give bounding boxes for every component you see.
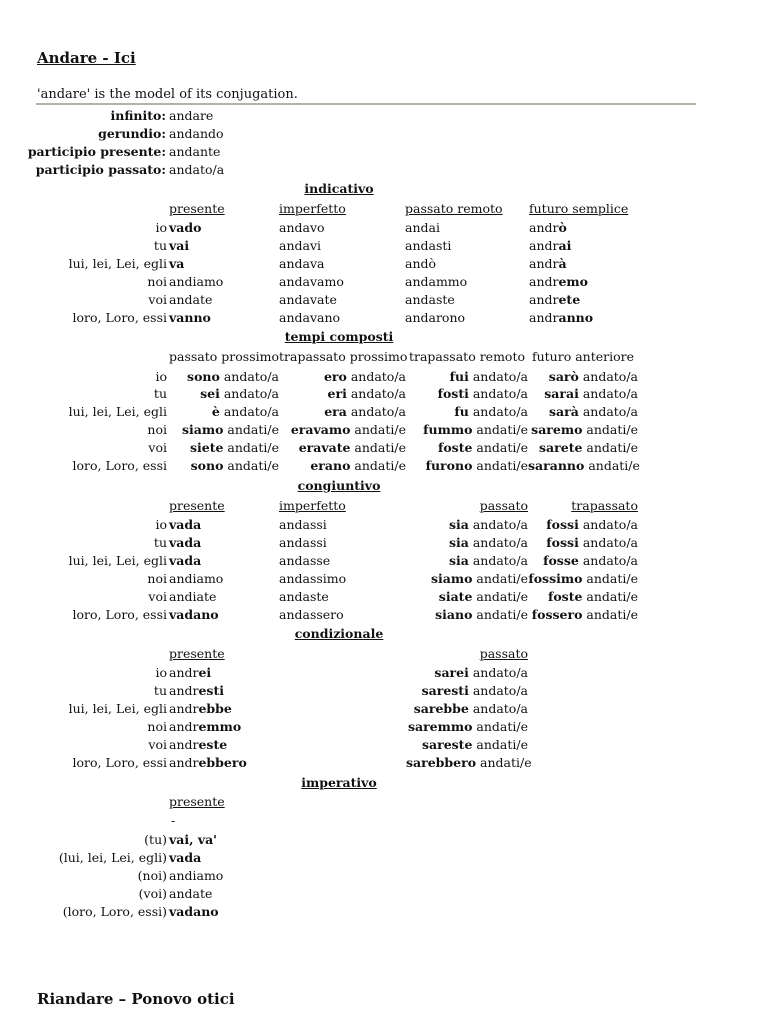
bold-part: emo — [558, 274, 589, 289]
footer-title: Riandare – Ponovo otici — [37, 990, 235, 1008]
bold-part: vanno — [169, 310, 211, 325]
text-part: andato/a — [472, 386, 528, 401]
text-part: andr — [169, 665, 199, 680]
column-header: passato prossimo — [169, 349, 279, 364]
verb-form — [406, 422, 528, 438]
bold-part: va — [169, 256, 185, 271]
text-part: andr — [529, 292, 559, 307]
form-value: andare — [169, 108, 214, 123]
divider — [36, 103, 696, 105]
column-header: presente — [169, 794, 225, 809]
text-part: andato/a — [472, 701, 528, 716]
verb-form — [279, 458, 406, 474]
text-part: andati/e — [476, 737, 528, 752]
bold-part: ero — [323, 369, 347, 384]
bold-part: è — [211, 404, 220, 419]
bold-part: foste — [547, 589, 583, 604]
text-part: andato/a — [582, 386, 638, 401]
person-label: noi — [147, 274, 167, 289]
text-part: andati/e — [586, 422, 638, 437]
person-label: io — [155, 220, 167, 235]
bold-part: fossimo — [528, 571, 583, 586]
person-label: io — [155, 369, 167, 384]
bold-part: sarebbe — [413, 701, 469, 716]
verb-form — [169, 665, 211, 681]
text-part: andr — [529, 238, 559, 253]
verb-form — [169, 607, 219, 623]
bold-part: sia — [448, 553, 469, 568]
form-label: participio presente: — [27, 144, 166, 159]
person-label: voi — [148, 589, 167, 604]
column-header: trapassato remoto — [408, 349, 525, 364]
text-part: andati/e — [476, 589, 528, 604]
text-part: andati/e — [354, 422, 406, 437]
bold-part: anno — [558, 310, 594, 325]
bold-part: siamo — [430, 571, 473, 586]
text-part: andato/a — [472, 665, 528, 680]
text-part: andati/e — [227, 422, 279, 437]
verb-form — [406, 517, 528, 533]
verb-form — [279, 386, 406, 402]
person-label: loro, Loro, essi — [72, 458, 167, 473]
person-label: lui, lei, Lei, egli — [68, 553, 167, 568]
verb-form: andassi — [279, 535, 327, 550]
text-part: andati/e — [586, 607, 638, 622]
text-part: andiamo — [169, 274, 224, 289]
column-header: passato — [479, 498, 528, 513]
form-label: infinito: — [110, 108, 166, 123]
text-part: andati/e — [476, 607, 528, 622]
verb-form — [529, 238, 571, 254]
verb-form — [406, 369, 528, 385]
text-part: andate — [169, 886, 213, 901]
verb-form: andaste — [405, 292, 455, 307]
verb-form — [528, 404, 638, 420]
text-part: andati/e — [588, 458, 640, 473]
text-part: andati/e — [476, 571, 528, 586]
person-label: loro, Loro, essi — [72, 607, 167, 622]
bold-part: sareste — [421, 737, 473, 752]
bold-part: sarà — [549, 404, 579, 419]
verb-form — [528, 458, 638, 474]
text-part: andr — [529, 310, 559, 325]
bold-part: eravate — [298, 440, 351, 455]
text-part: andati/e — [480, 755, 532, 770]
verb-form — [169, 553, 201, 569]
person-label: lui, lei, Lei, egli — [68, 701, 167, 716]
person-label: (loro, Loro, essi) — [62, 904, 167, 919]
text-part: andr — [169, 755, 199, 770]
bold-part: vada — [169, 535, 202, 550]
bold-part: ei — [198, 665, 212, 680]
text-part: andato/a — [223, 404, 279, 419]
verb-form — [529, 220, 567, 236]
text-part: andati/e — [227, 440, 279, 455]
text-part: andr — [169, 719, 199, 734]
verb-form — [169, 274, 223, 290]
text-part: andato/a — [350, 369, 406, 384]
verb-form — [169, 386, 279, 402]
text-part: andiate — [169, 589, 217, 604]
bold-part: vada — [169, 517, 202, 532]
person-label: loro, Loro, essi — [72, 755, 167, 770]
verb-form — [169, 517, 201, 533]
verb-form — [169, 683, 224, 699]
bold-part: siamo — [181, 422, 224, 437]
text-part: andr — [529, 220, 559, 235]
verb-form: andammo — [405, 274, 468, 289]
column-header: presente — [169, 201, 225, 216]
column-header: passato — [479, 646, 528, 661]
bold-part: eravamo — [290, 422, 351, 437]
bold-part: fossi — [546, 535, 579, 550]
text-part: andiamo — [169, 571, 224, 586]
text-part: andati/e — [586, 589, 638, 604]
form-label: participio passato: — [35, 162, 166, 177]
person-label: (lui, lei, Lei, egli) — [58, 850, 167, 865]
bold-part: vai — [169, 238, 190, 253]
verb-form — [279, 404, 406, 420]
bold-part: ebbe — [198, 701, 232, 716]
verb-form — [529, 292, 580, 308]
verb-form — [406, 404, 528, 420]
verb-form — [169, 571, 223, 587]
text-part: andato/a — [582, 404, 638, 419]
verb-form — [279, 440, 406, 456]
person-label: tu — [153, 386, 167, 401]
verb-form — [169, 238, 189, 254]
verb-form — [406, 571, 528, 587]
verb-form — [169, 440, 279, 456]
text-part: andati/e — [586, 440, 638, 455]
person-label: noi — [147, 719, 167, 734]
form-label: gerundio: — [98, 126, 166, 141]
bold-part: vado — [169, 220, 202, 235]
verb-form — [406, 737, 528, 753]
column-header: presente — [169, 646, 225, 661]
person-label: lui, lei, Lei, egli — [68, 256, 167, 271]
bold-part: eri — [327, 386, 347, 401]
person-label: loro, Loro, essi — [72, 310, 167, 325]
verb-form — [528, 422, 638, 438]
column-header: futuro semplice — [529, 201, 629, 216]
text-part: andato/a — [582, 517, 638, 532]
section-title: indicativo — [304, 181, 374, 196]
bold-part: furono — [425, 458, 473, 473]
text-part: andati/e — [476, 422, 528, 437]
verb-form: andai — [405, 220, 440, 235]
bold-part: sarete — [539, 440, 583, 455]
text-part: andati/e — [354, 458, 406, 473]
form-value: andante — [169, 144, 221, 159]
text-part: andato/a — [582, 535, 638, 550]
verb-form — [528, 571, 638, 587]
bold-part: era — [324, 404, 347, 419]
verb-form: andava — [279, 256, 325, 271]
verb-form: andassi — [279, 517, 327, 532]
text-part: andati/e — [227, 458, 279, 473]
form-value: andando — [169, 126, 224, 141]
verb-form — [169, 369, 279, 385]
verb-form — [406, 589, 528, 605]
text-part: andato/a — [472, 553, 528, 568]
bold-part: emmo — [198, 719, 242, 734]
column-header: imperfetto — [279, 201, 346, 216]
bold-part: siete — [189, 440, 224, 455]
bold-part: sarò — [548, 369, 579, 384]
verb-form — [169, 850, 201, 866]
text-part: andati/e — [586, 571, 638, 586]
person-label: (voi) — [138, 886, 167, 901]
verb-form: andaste — [279, 589, 329, 604]
dash: - — [171, 813, 176, 828]
column-header: trapassato prossimo — [279, 349, 408, 364]
bold-part: sei — [200, 386, 220, 401]
text-part: andr — [169, 737, 199, 752]
bold-part: vadano — [169, 904, 219, 919]
person-label: (tu) — [144, 832, 167, 847]
bold-part: sono — [187, 369, 220, 384]
person-label: voi — [148, 737, 167, 752]
bold-part: sarebbero — [406, 755, 477, 770]
text-part: andr — [169, 683, 199, 698]
verb-form — [169, 737, 227, 753]
text-part: andr — [169, 701, 199, 716]
verb-form — [406, 440, 528, 456]
verb-form: andavamo — [279, 274, 344, 289]
verb-form — [528, 369, 638, 385]
verb-form: andavi — [279, 238, 322, 253]
verb-form: andassero — [279, 607, 344, 622]
verb-form: andò — [405, 256, 437, 271]
verb-form — [529, 274, 588, 290]
verb-form — [406, 719, 528, 735]
column-header: presente — [169, 498, 225, 513]
bold-part: fosse — [543, 553, 579, 568]
column-header: futuro anteriore — [531, 349, 635, 364]
section-title: congiuntivo — [297, 478, 381, 493]
verb-form — [169, 256, 184, 272]
person-label: voi — [148, 292, 167, 307]
bold-part: sarei — [434, 665, 469, 680]
verb-form — [169, 458, 279, 474]
verb-form — [528, 607, 638, 623]
bold-part: erano — [310, 458, 351, 473]
text-part: andato/a — [223, 386, 279, 401]
column-header: passato remoto — [405, 201, 503, 216]
section-title: tempi composti — [284, 329, 394, 344]
bold-part: saresti — [421, 683, 469, 698]
person-label: voi — [148, 440, 167, 455]
text-part: andati/e — [476, 440, 528, 455]
verb-form — [528, 517, 638, 533]
verb-form — [169, 535, 201, 551]
verb-form — [169, 755, 247, 771]
verb-form — [406, 665, 528, 681]
text-part: andato/a — [472, 517, 528, 532]
column-header: imperfetto — [279, 498, 346, 513]
text-part: andato/a — [472, 404, 528, 419]
bold-part: sono — [190, 458, 224, 473]
person-label: tu — [153, 683, 167, 698]
bold-part: siate — [438, 589, 473, 604]
person-label: tu — [153, 238, 167, 253]
verb-form — [169, 310, 211, 326]
bold-part: sia — [448, 517, 469, 532]
form-value: andato/a — [169, 162, 225, 177]
person-label: io — [155, 517, 167, 532]
bold-part: fosti — [437, 386, 469, 401]
verb-form — [406, 386, 528, 402]
bold-part: esti — [198, 683, 224, 698]
verb-form — [169, 701, 232, 717]
bold-part: fu — [454, 404, 469, 419]
verb-form: andavano — [279, 310, 341, 325]
text-part: andato/a — [582, 553, 638, 568]
text-part: andati/e — [354, 440, 406, 455]
verb-form — [169, 719, 241, 735]
verb-form — [406, 458, 528, 474]
bold-part: fossi — [546, 517, 579, 532]
text-part: andr — [529, 274, 559, 289]
text-part: andati/e — [476, 458, 528, 473]
bold-part: fui — [449, 369, 469, 384]
bold-part: à — [558, 256, 567, 271]
verb-form: andasti — [405, 238, 452, 253]
verb-form — [406, 535, 528, 551]
bold-part: saremo — [531, 422, 583, 437]
verb-form: andasse — [279, 553, 331, 568]
verb-form — [529, 310, 593, 326]
verb-form — [528, 386, 638, 402]
verb-form — [169, 422, 279, 438]
verb-form — [169, 868, 223, 884]
verb-form — [528, 553, 638, 569]
text-part: andiamo — [169, 868, 224, 883]
text-part: andr — [529, 256, 559, 271]
column-header: trapassato — [571, 498, 638, 513]
bold-part: vada — [169, 850, 202, 865]
bold-part: vai, va' — [169, 832, 218, 847]
intro-text: 'andare' is the model of its conjugation. — [37, 87, 298, 102]
verb-form: andavo — [279, 220, 325, 235]
text-part: andate — [169, 292, 213, 307]
bold-part: sarai — [544, 386, 579, 401]
verb-form — [528, 535, 638, 551]
person-label: (noi) — [137, 868, 167, 883]
bold-part: siano — [435, 607, 473, 622]
bold-part: saranno — [528, 458, 585, 473]
verb-form — [169, 832, 217, 848]
verb-form — [406, 755, 532, 771]
text-part: andato/a — [582, 369, 638, 384]
text-part: andato/a — [350, 404, 406, 419]
text-part: andati/e — [476, 719, 528, 734]
verb-form — [169, 220, 201, 236]
person-label: tu — [153, 535, 167, 550]
verb-form — [169, 886, 212, 902]
bold-part: foste — [437, 440, 473, 455]
bold-part: ai — [558, 238, 572, 253]
person-label: lui, lei, Lei, egli — [68, 404, 167, 419]
bold-part: vada — [169, 553, 202, 568]
bold-part: fossero — [531, 607, 583, 622]
verb-form: andarono — [405, 310, 466, 325]
verb-form — [406, 607, 528, 623]
verb-form — [529, 256, 567, 272]
verb-form — [528, 589, 638, 605]
verb-form — [406, 701, 528, 717]
section-title: condizionale — [294, 626, 384, 641]
verb-form — [169, 904, 219, 920]
bold-part: ete — [558, 292, 581, 307]
person-label: io — [155, 665, 167, 680]
bold-part: saremmo — [407, 719, 473, 734]
bold-part: vadano — [169, 607, 219, 622]
verb-form — [406, 683, 528, 699]
bold-part: ebbero — [198, 755, 247, 770]
bold-part: este — [198, 737, 228, 752]
verb-form — [169, 292, 212, 308]
text-part: andato/a — [472, 535, 528, 550]
verb-form — [528, 440, 638, 456]
text-part: andato/a — [350, 386, 406, 401]
verb-form: andassimo — [279, 571, 347, 586]
bold-part: fummo — [423, 422, 473, 437]
verb-form: andavate — [279, 292, 337, 307]
text-part: andato/a — [472, 369, 528, 384]
text-part: andato/a — [472, 683, 528, 698]
text-part: andato/a — [223, 369, 279, 384]
verb-form — [169, 404, 279, 420]
verb-form — [279, 422, 406, 438]
section-title: imperativo — [301, 775, 377, 790]
verb-form — [406, 553, 528, 569]
person-label: noi — [147, 422, 167, 437]
person-label: noi — [147, 571, 167, 586]
bold-part: sia — [448, 535, 469, 550]
verb-form — [169, 589, 216, 605]
page-title: Andare - Ici — [37, 49, 136, 67]
bold-part: ò — [558, 220, 567, 235]
verb-form — [279, 369, 406, 385]
